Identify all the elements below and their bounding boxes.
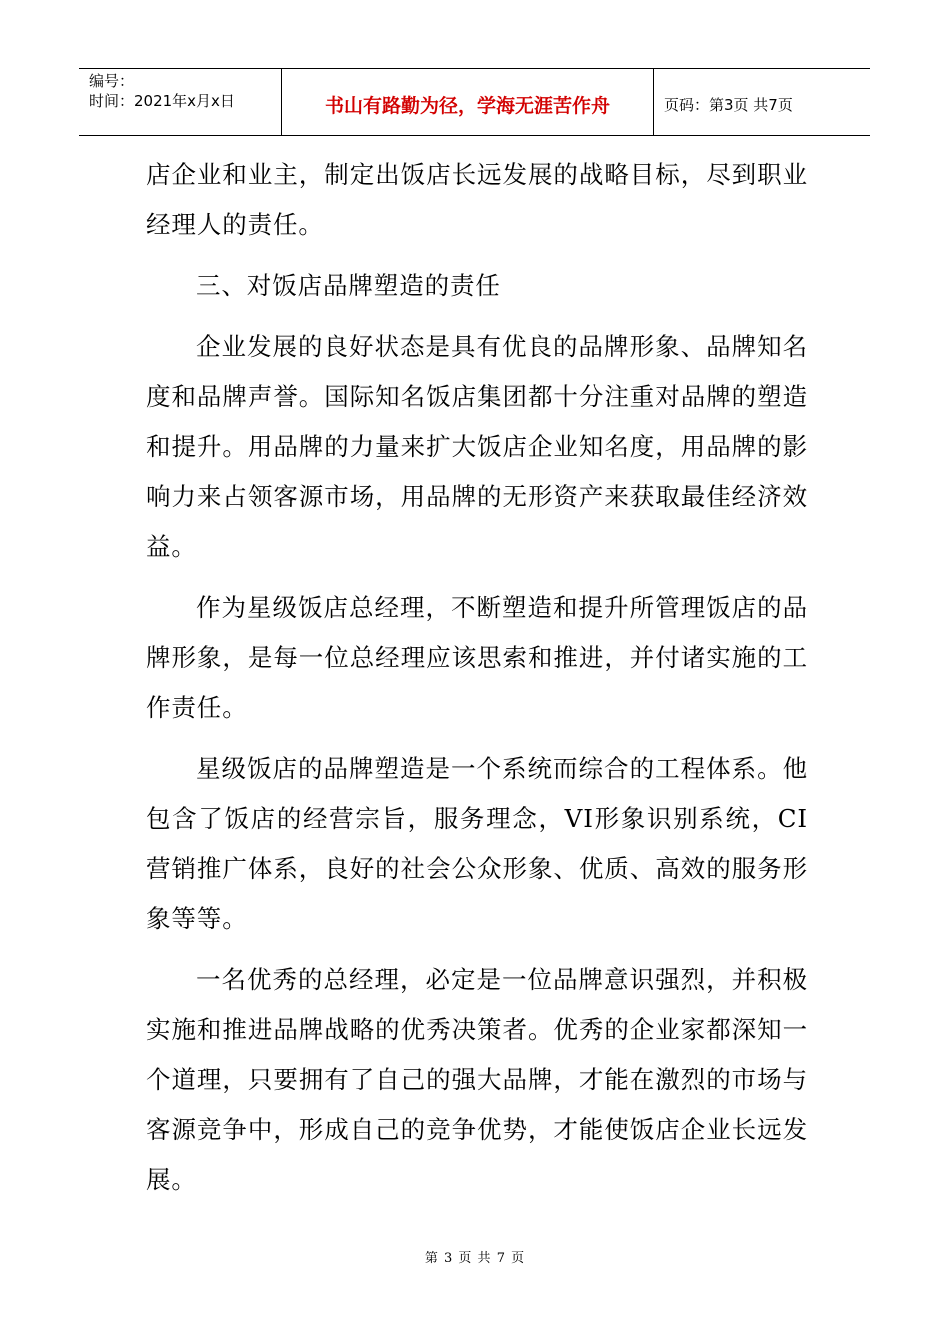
document-body xyxy=(146,150,808,1205)
paragraph: 店企业和业主，制定出饭店长远发展的战略目标，尽到职业经理人的责任。 xyxy=(146,160,808,239)
header-page-cell xyxy=(654,69,870,135)
paragraph: 一名优秀的总经理，必定是一位品牌意识强烈，并积极实施和推进品牌战略的优秀决策者。优秀的企业家都深知一个道理，只要拥有了自己的强大品牌，才能在激烈的市场与客源竞争中，形成自己的竞争优势，才能使饭店企业长远发展。 xyxy=(146,965,808,1194)
header-meta-cell xyxy=(79,69,282,135)
header-motto-cell xyxy=(282,69,654,135)
paragraph: 作为星级饭店总经理，不断塑造和提升所管理饭店的品牌形象，是每一位总经理应该思索和推进，并付诸实施的工作责任。 xyxy=(146,593,808,722)
page-header xyxy=(79,68,870,136)
paragraph: 星级饭店的品牌塑造是一个系统而综合的工程体系。他包含了饭店的经营宗旨，服务理念，VI形象识别系统，CI营销推广体系，良好的社会公众形象、优质、高效的服务形象等等。 xyxy=(146,754,808,933)
header-page-info: 页码：第3页 共7页 xyxy=(664,95,793,114)
page-footer: 第 3 页 共 7 页 xyxy=(424,1251,526,1266)
document-number-label: 编号： xyxy=(89,72,135,90)
document-date: 时间：2021年x月x日 xyxy=(89,92,235,110)
paragraph: 企业发展的良好状态是具有优良的品牌形象、品牌知名度和品牌声誉。国际知名饭店集团都十分注重对品牌的塑造和提升。用品牌的力量来扩大饭店企业知名度，用品牌的影响力来占领客源市场，用品牌的无形资产来获取最佳经济效益。 xyxy=(146,332,808,561)
section-heading: 三、对饭店品牌塑造的责任 xyxy=(196,271,501,300)
header-motto: 书山有路勤为径，学海无涯苦作舟 xyxy=(324,94,610,117)
